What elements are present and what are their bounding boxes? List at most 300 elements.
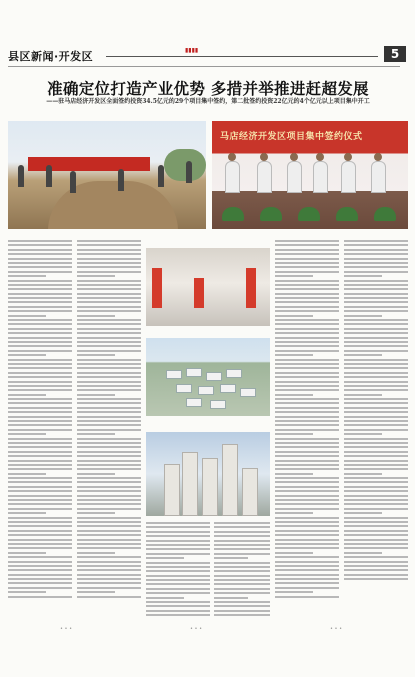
text-line (77, 534, 141, 536)
text-line (214, 610, 270, 612)
text-line (344, 341, 408, 343)
text-line (146, 553, 210, 555)
text-line (344, 543, 408, 545)
text-line (77, 288, 141, 290)
text-line (275, 328, 339, 330)
text-line (344, 508, 408, 510)
text-line (344, 280, 408, 282)
article-column (275, 240, 339, 600)
text-line (344, 354, 382, 356)
text-line (275, 464, 339, 466)
text-line (275, 363, 339, 365)
text-line (214, 601, 270, 603)
text-line (8, 517, 72, 519)
text-line (8, 539, 72, 541)
text-line (8, 473, 46, 475)
text-line (8, 354, 46, 356)
text-line (275, 582, 339, 584)
text-line (77, 582, 141, 584)
text-line (344, 438, 408, 440)
text-line (275, 244, 339, 246)
text-line (275, 495, 339, 497)
person-figure (158, 165, 164, 187)
text-line (344, 517, 408, 519)
text-line (344, 398, 408, 400)
text-line (344, 284, 408, 286)
text-line (8, 249, 72, 251)
text-line (8, 561, 72, 563)
text-line (8, 521, 72, 523)
text-line (146, 601, 210, 603)
text-line (8, 337, 72, 339)
text-line (275, 569, 339, 571)
text-line (275, 310, 339, 312)
text-line (275, 381, 339, 383)
text-line (344, 411, 408, 413)
text-line (344, 521, 408, 523)
text-line (77, 376, 141, 378)
text-line (8, 552, 46, 554)
text-line (8, 280, 72, 282)
text-line (8, 569, 72, 571)
text-line (77, 565, 141, 567)
text-line (8, 284, 72, 286)
text-line (275, 481, 339, 483)
text-line (146, 566, 210, 568)
text-line (344, 416, 408, 418)
text-line (214, 548, 270, 550)
text-line (275, 416, 339, 418)
text-line (77, 240, 141, 242)
person-figure (313, 161, 328, 193)
text-line (77, 244, 141, 246)
text-line (344, 552, 382, 554)
text-line (275, 490, 339, 492)
text-line (275, 301, 339, 303)
text-line (77, 262, 141, 264)
potted-plant (336, 207, 358, 221)
text-line (275, 473, 313, 475)
text-line (275, 530, 339, 532)
text-line (77, 297, 141, 299)
text-line (344, 539, 408, 541)
building-block (186, 398, 202, 407)
text-line (77, 341, 141, 343)
text-line (344, 569, 408, 571)
text-line (77, 429, 141, 431)
text-line (77, 460, 141, 462)
tower-building (164, 464, 180, 516)
header-divider (8, 66, 400, 67)
text-line (214, 614, 270, 616)
text-line (275, 354, 313, 356)
text-line (77, 521, 141, 523)
text-line (77, 499, 141, 501)
text-line (77, 438, 141, 440)
text-line (77, 389, 141, 391)
text-line (214, 592, 270, 594)
text-line (77, 464, 141, 466)
text-line (77, 530, 141, 532)
soil-pile (48, 181, 178, 229)
text-line (77, 249, 141, 251)
text-line (275, 587, 339, 589)
text-line (344, 464, 408, 466)
person-figure (371, 161, 386, 193)
building-block (166, 370, 182, 379)
person-figure (18, 165, 24, 187)
page-number: 5 (384, 46, 406, 62)
text-line (214, 566, 270, 568)
text-line (77, 569, 141, 571)
text-line (77, 477, 141, 479)
article-column (214, 522, 270, 619)
text-line (344, 446, 408, 448)
text-line (275, 266, 339, 268)
person-head (290, 153, 298, 161)
text-line (275, 367, 339, 369)
footer-ornament: • • • (190, 626, 203, 632)
text-line (146, 548, 210, 550)
text-line (146, 575, 210, 577)
building-block (240, 388, 256, 397)
text-line (344, 288, 408, 290)
text-line (214, 522, 270, 524)
text-line (214, 526, 270, 528)
text-line (275, 411, 339, 413)
text-line (275, 451, 339, 453)
text-line (77, 525, 141, 527)
text-line (344, 530, 408, 532)
tower-building (182, 452, 198, 516)
article-column (77, 240, 141, 600)
text-line (77, 381, 141, 383)
text-line (77, 310, 141, 312)
text-line (8, 345, 72, 347)
text-line (8, 477, 72, 479)
text-line (344, 534, 408, 536)
text-line (275, 372, 339, 374)
text-line (8, 420, 72, 422)
page-header (8, 47, 408, 64)
text-line (8, 565, 72, 567)
person-figure (257, 161, 272, 193)
text-line (344, 363, 408, 365)
text-line (8, 596, 72, 598)
text-line (8, 350, 72, 352)
text-line (8, 271, 72, 273)
text-line (275, 543, 339, 545)
text-line (344, 556, 408, 558)
text-line (146, 592, 210, 594)
text-line (146, 597, 184, 599)
text-line (77, 578, 141, 580)
text-line (77, 420, 141, 422)
text-line (275, 525, 339, 527)
text-line (275, 345, 339, 347)
text-line (77, 293, 141, 295)
text-line (344, 332, 408, 334)
text-line (8, 266, 72, 268)
text-line (344, 574, 408, 576)
text-line (214, 553, 270, 555)
text-line (275, 337, 339, 339)
text-line (275, 561, 339, 563)
text-line (8, 381, 72, 383)
text-line (8, 495, 72, 497)
text-line (275, 486, 339, 488)
text-line (77, 508, 141, 510)
text-line (344, 262, 408, 264)
text-line (8, 451, 72, 453)
text-line (77, 345, 141, 347)
residential-towers-photo (146, 432, 270, 516)
text-line (77, 556, 141, 558)
text-line (77, 398, 141, 400)
text-line (275, 407, 339, 409)
text-line (8, 367, 72, 369)
text-line (77, 280, 141, 282)
text-line (344, 468, 408, 470)
text-line (275, 578, 339, 580)
text-line (8, 323, 72, 325)
industrial-park-aerial-photo (146, 338, 270, 416)
text-line (275, 319, 339, 321)
tower-building (242, 468, 258, 516)
text-line (275, 288, 339, 290)
text-line (214, 583, 270, 585)
article-column (344, 240, 408, 582)
person-head (344, 153, 352, 161)
building-block (206, 372, 222, 381)
text-line (146, 579, 210, 581)
text-line (344, 433, 382, 435)
text-line (8, 315, 46, 317)
text-line (77, 402, 141, 404)
text-line (275, 385, 339, 387)
text-line (275, 323, 339, 325)
text-line (77, 574, 141, 576)
text-line (344, 301, 408, 303)
person-head (316, 153, 324, 161)
text-line (8, 328, 72, 330)
text-line (77, 424, 141, 426)
text-line (77, 446, 141, 448)
machine-shape (246, 268, 256, 308)
text-line (275, 508, 339, 510)
text-line (8, 424, 72, 426)
text-line (77, 354, 115, 356)
building-block (176, 384, 192, 393)
text-line (344, 337, 408, 339)
text-line (77, 490, 141, 492)
text-line (146, 562, 210, 564)
person-figure (341, 161, 356, 193)
text-line (344, 306, 408, 308)
footer-ornament: • • • (60, 626, 73, 632)
text-line (8, 332, 72, 334)
text-line (344, 345, 408, 347)
text-line (8, 486, 72, 488)
text-line (77, 561, 141, 563)
text-line (344, 481, 408, 483)
text-line (275, 394, 313, 396)
text-line (77, 539, 141, 541)
text-line (146, 570, 210, 572)
text-line (275, 315, 313, 317)
text-line (214, 575, 270, 577)
text-line (275, 249, 339, 251)
text-line (77, 350, 141, 352)
text-line (344, 367, 408, 369)
text-line (8, 455, 72, 457)
text-line (344, 249, 408, 251)
text-line (344, 385, 408, 387)
text-line (77, 481, 141, 483)
text-line (8, 587, 72, 589)
text-line (8, 512, 46, 514)
text-line (275, 552, 313, 554)
text-line (77, 306, 141, 308)
text-line (8, 253, 72, 255)
header-rule (106, 56, 378, 57)
text-line (275, 253, 339, 255)
text-line (275, 398, 339, 400)
text-line (8, 297, 72, 299)
text-line (275, 565, 339, 567)
text-line (77, 455, 141, 457)
text-line (344, 420, 408, 422)
text-line (8, 398, 72, 400)
text-line (8, 503, 72, 505)
text-line (8, 319, 72, 321)
text-line (8, 394, 46, 396)
text-line (8, 556, 72, 558)
text-line (275, 341, 339, 343)
text-line (8, 446, 72, 448)
text-line (146, 557, 184, 559)
text-line (275, 280, 339, 282)
text-line (8, 341, 72, 343)
groundbreaking-photo (8, 121, 206, 229)
text-line (275, 258, 339, 260)
tower-building (222, 444, 238, 516)
text-line (77, 433, 115, 435)
text-line (344, 455, 408, 457)
text-line (77, 275, 115, 277)
text-line (275, 293, 339, 295)
text-line (77, 503, 141, 505)
machine-shape (152, 268, 162, 308)
article-column (146, 522, 210, 619)
text-line (77, 394, 115, 396)
text-line (8, 499, 72, 501)
text-line (8, 359, 72, 361)
text-line (8, 481, 72, 483)
text-line (344, 293, 408, 295)
text-line (77, 266, 141, 268)
person-figure (225, 161, 240, 193)
text-line (344, 323, 408, 325)
text-line (8, 578, 72, 580)
text-line (77, 547, 141, 549)
text-line (8, 411, 72, 413)
text-line (344, 266, 408, 268)
person-head (228, 153, 236, 161)
building-block (220, 384, 236, 393)
potted-plant (222, 207, 244, 221)
text-line (275, 332, 339, 334)
text-line (344, 477, 408, 479)
text-line (275, 591, 313, 593)
text-line (8, 468, 72, 470)
text-line (344, 376, 408, 378)
building-block (198, 386, 214, 395)
text-line (344, 271, 408, 273)
headline-title: 准确定位打造产业优势 多措并举推进赶超发展 (47, 80, 369, 98)
text-line (8, 543, 72, 545)
text-line (8, 407, 72, 409)
ceremony-banner-text: 马店经济开发区项目集中签约仪式 (220, 132, 363, 142)
text-line (146, 544, 210, 546)
text-line (77, 473, 115, 475)
text-line (77, 323, 141, 325)
text-line (146, 588, 210, 590)
text-line (77, 495, 141, 497)
machine-shape (194, 278, 204, 308)
text-line (214, 597, 248, 599)
text-line (275, 306, 339, 308)
building-block (226, 369, 242, 378)
text-line (275, 376, 339, 378)
text-line (8, 275, 46, 277)
text-line (77, 258, 141, 260)
text-line (8, 385, 72, 387)
text-line (344, 275, 382, 277)
text-line (8, 310, 72, 312)
person-figure (46, 165, 52, 187)
text-line (77, 543, 141, 545)
text-line (275, 539, 339, 541)
text-line (8, 574, 72, 576)
text-line (344, 512, 382, 514)
text-line (146, 522, 210, 524)
text-line (275, 420, 339, 422)
text-line (275, 271, 339, 273)
text-line (275, 359, 339, 361)
text-line (146, 614, 210, 616)
text-line (275, 389, 339, 391)
person-head (374, 153, 382, 161)
text-line (77, 271, 141, 273)
potted-plant (298, 207, 320, 221)
text-line (77, 363, 141, 365)
text-line (344, 372, 408, 374)
text-line (77, 332, 141, 334)
person-figure (287, 161, 302, 193)
text-line (8, 301, 72, 303)
text-line (344, 394, 382, 396)
text-line (344, 460, 408, 462)
text-line (8, 293, 72, 295)
headline-subtitle: ——驻马店经济开发区全面签约投资34.5亿元的29个项目集中签约，第二批签约投资22亿元的4个亿元以上项目集中开工 (46, 98, 370, 105)
text-line (77, 319, 141, 321)
text-line (275, 534, 339, 536)
text-line (275, 460, 339, 462)
text-line (77, 451, 141, 453)
text-line (275, 468, 339, 470)
text-line (344, 473, 382, 475)
